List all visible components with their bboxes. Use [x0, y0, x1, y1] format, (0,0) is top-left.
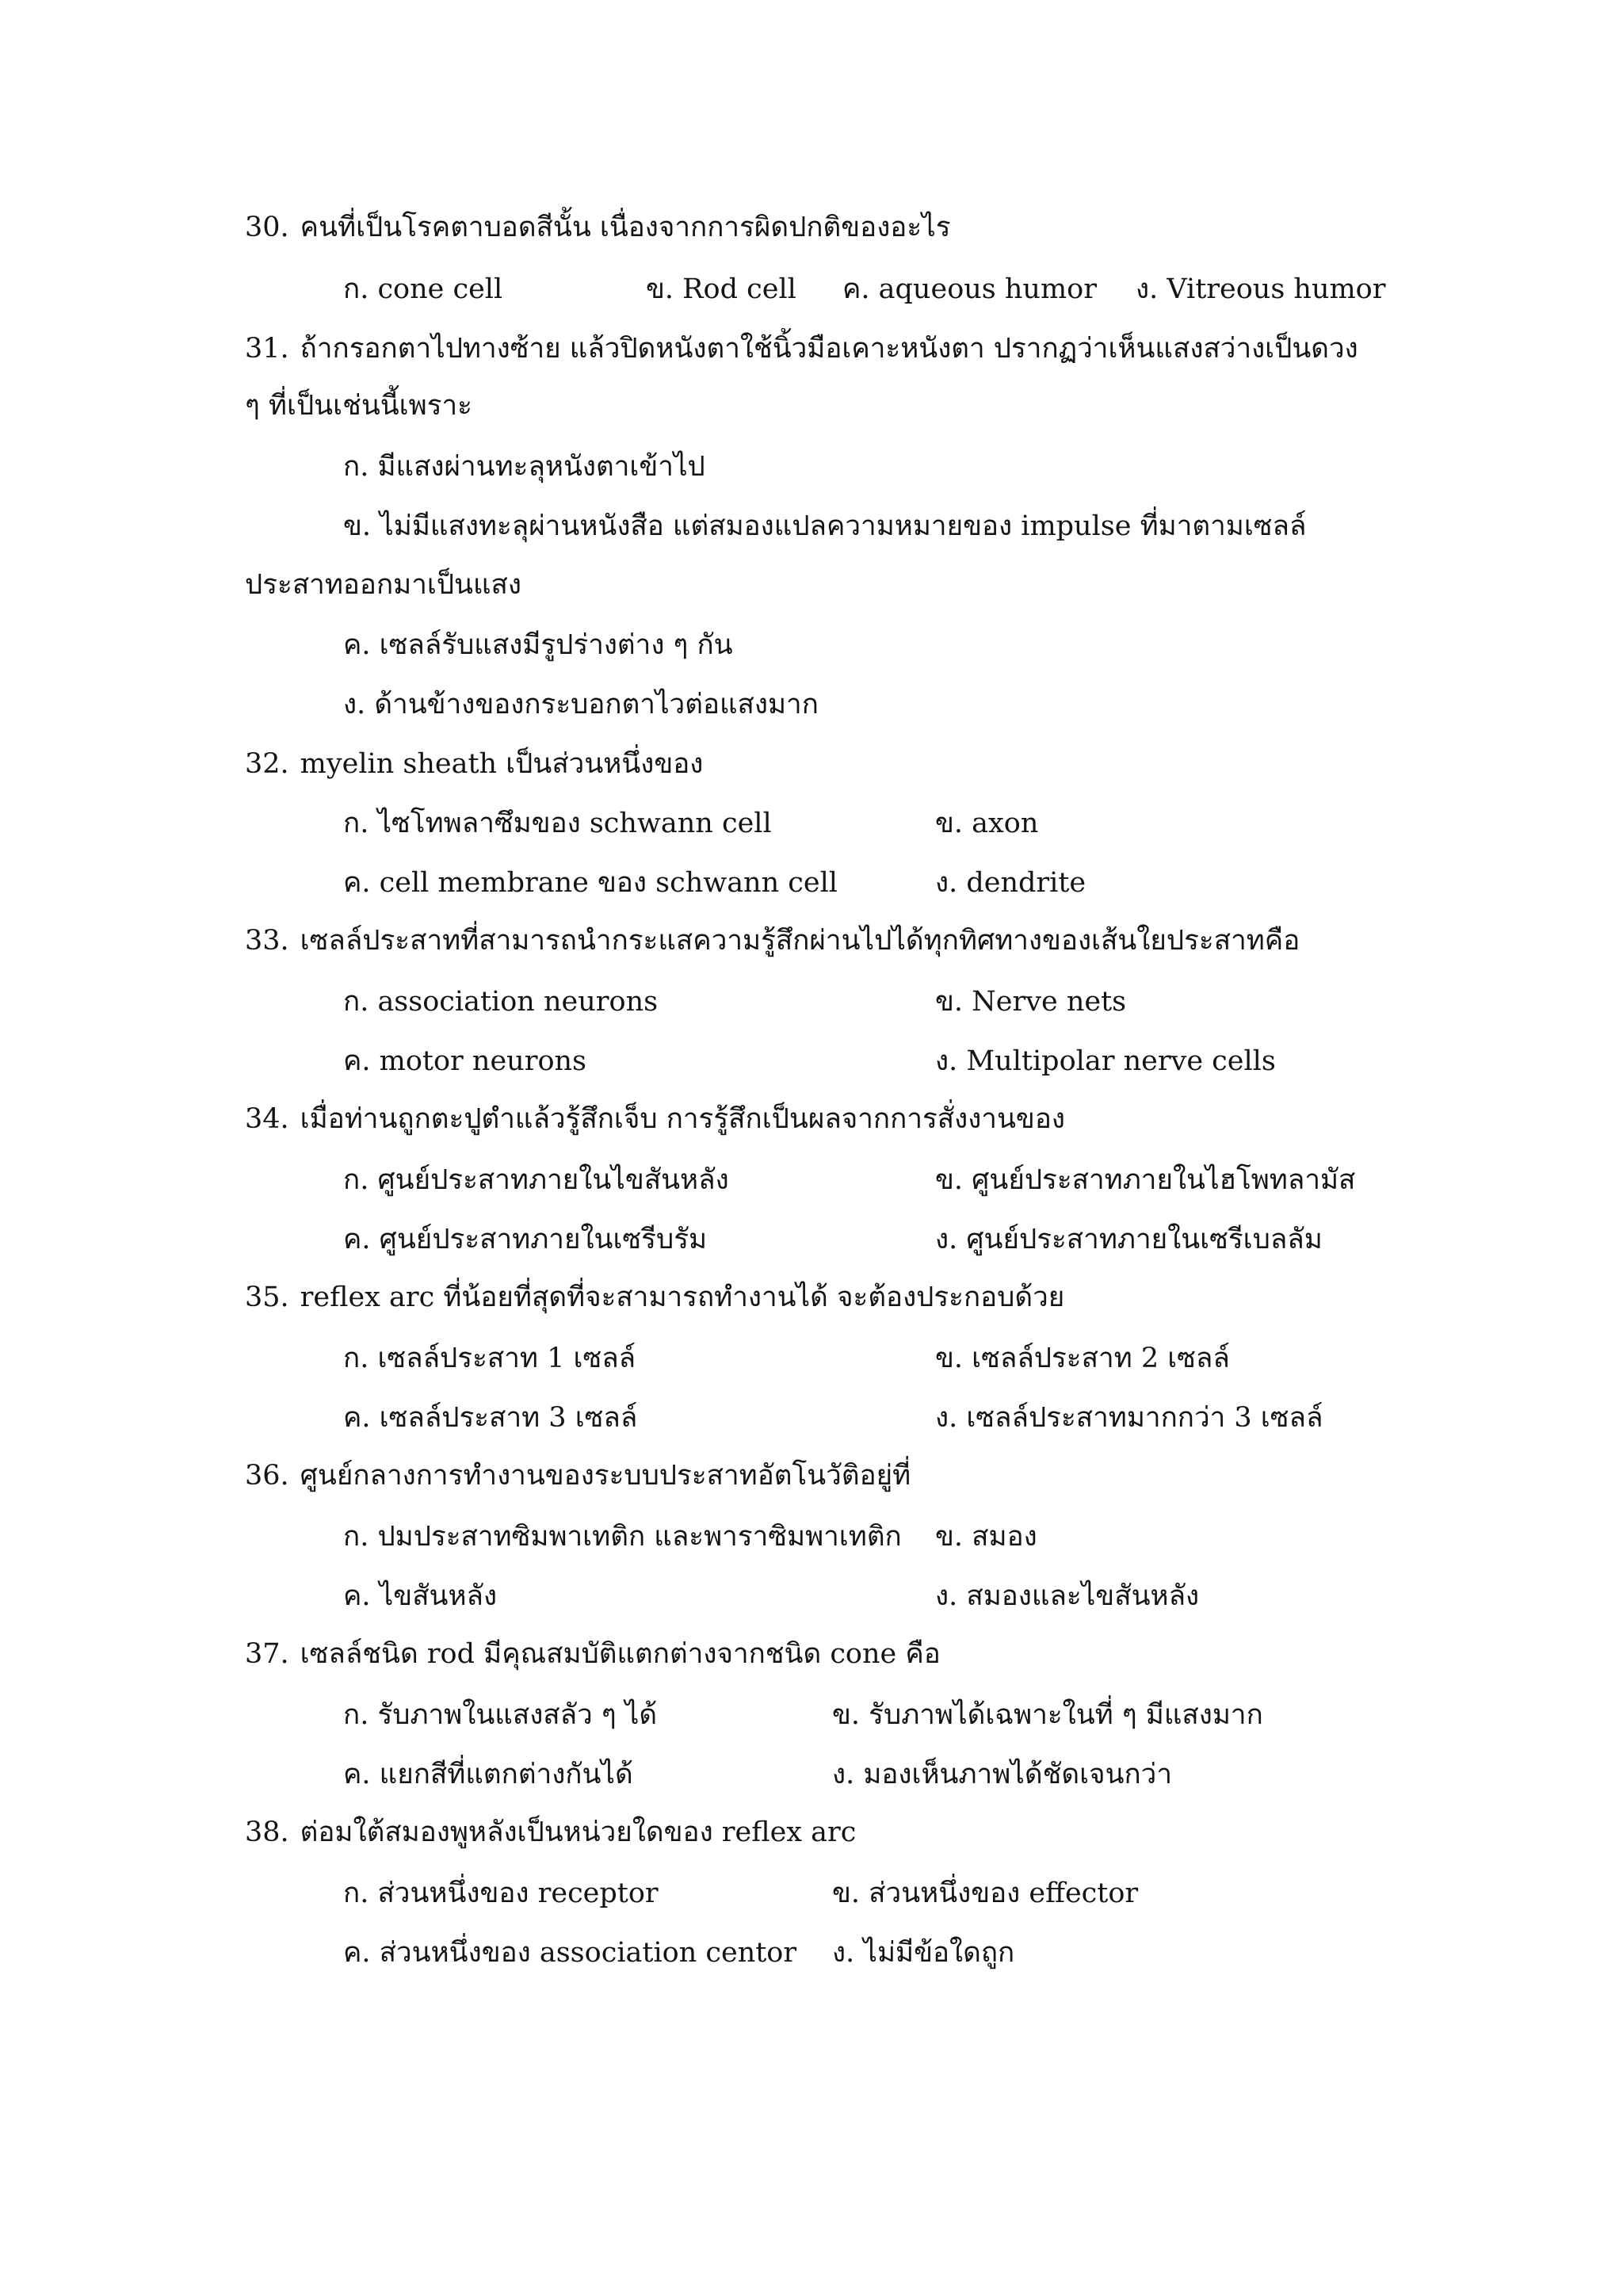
question-32	[245, 747, 703, 781]
option-a: ก. cone cell	[343, 273, 503, 305]
option-b: ข. ส่วนหนึ่งของ effector	[832, 1878, 1139, 1909]
option-a: ก. ปมประสาทซิมพาเทติก และพาราซิมพาเทติก	[343, 1521, 902, 1553]
option-row	[646, 272, 796, 307]
option-c: ค. เซลล์รับแสงมีรูปร่างต่าง ๆ กัน	[343, 629, 733, 661]
question-number: 33.	[245, 925, 289, 957]
option-c: ค. แยกสีที่แตกต่างกันได้	[343, 1759, 633, 1790]
question-text: myelin sheath เป็นส่วนหนึ่งของ	[300, 748, 704, 780]
option-d: ง. ไม่มีข้อใดถูก	[832, 1937, 1015, 1969]
question-30	[245, 210, 951, 245]
option-a: ก. ศูนย์ประสาทภายในไขสันหลัง	[343, 1164, 729, 1196]
question-text: คนที่เป็นโรคตาบอดสีนั้น เนื่องจากการผิดปกติของอะไร	[300, 212, 951, 243]
question-text: เมื่อท่านถูกตะปูตำแล้วรู้สึกเจ็บ การรู้สึกเป็นผลจากการสั่งงานของ	[300, 1103, 1065, 1135]
question-number: 32.	[245, 748, 289, 780]
question-number: 36.	[245, 1460, 289, 1492]
option-a: ก. association neurons	[343, 986, 659, 1018]
option-a: ก. ส่วนหนึ่งของ receptor	[343, 1878, 659, 1909]
question-text: ถ้ากรอกตาไปทางซ้าย แล้วปิดหนังตาใช้นิ้วมือเคาะหนังตา ปรากฏว่าเห็นแสงสว่างเป็นดวง	[300, 333, 1358, 365]
option-c: ค. ส่วนหนึ่งของ association centor	[343, 1937, 797, 1969]
question-number: 31.	[245, 333, 289, 365]
question-36	[245, 1458, 911, 1493]
option-c: ค. motor neurons	[343, 1045, 587, 1077]
option-b: ข. สมอง	[935, 1521, 1037, 1553]
option-c: ค. ศูนย์ประสาทภายในเซรีบรัม	[343, 1224, 708, 1255]
question-text: เซลล์ชนิด rod มีคุณสมบัติแตกต่างจากชนิด cone คือ	[300, 1638, 941, 1670]
question-33	[245, 923, 1300, 958]
question-number: 30.	[245, 212, 289, 243]
option-b: ข. Rod cell	[646, 273, 796, 305]
option-a: ก. รับภาพในแสงสลัว ๆ ได้	[343, 1699, 658, 1731]
question-31	[245, 331, 1358, 366]
option-row	[842, 272, 1097, 307]
option-c: ค. เซลล์ประสาท 3 เซลล์	[343, 1402, 638, 1434]
option-a: ก. ไซโทพลาซึมของ schwann cell	[343, 808, 772, 839]
option-b: ข. ศูนย์ประสาทภายในไฮโพทลามัส	[935, 1164, 1356, 1196]
question-text: ต่อมใต้สมองพูหลังเป็นหน่วยใดของ reflex arc	[300, 1817, 857, 1848]
option-b-continuation: ประสาทออกมาเป็นแสง	[245, 569, 521, 601]
option-d: ง. เซลล์ประสาทมากกว่า 3 เซลล์	[935, 1402, 1323, 1434]
option-c: ค. ไขสันหลัง	[343, 1580, 498, 1612]
question-number: 35.	[245, 1282, 289, 1313]
question-34	[245, 1102, 1065, 1137]
question-text: เซลล์ประสาทที่สามารถนำกระแสความรู้สึกผ่านไปได้ทุกทิศทางของเส้นใยประสาทคือ	[300, 925, 1300, 957]
option-c: ค. cell membrane ของ schwann cell	[343, 867, 838, 899]
option-b: ข. ไม่มีแสงทะลุผ่านหนังสือ แต่สมองแปลความหมายของ impulse ที่มาตามเซลล์	[343, 510, 1307, 542]
question-35	[245, 1280, 1064, 1315]
option-b: ข. Nerve nets	[935, 986, 1127, 1018]
option-b: ข. เซลล์ประสาท 2 เซลล์	[935, 1343, 1230, 1374]
option-b: ข. รับภาพได้เฉพาะในที่ ๆ มีแสงมาก	[832, 1699, 1263, 1731]
option-c: ค. aqueous humor	[842, 273, 1097, 305]
question-38	[245, 1815, 856, 1850]
option-d: ง. Multipolar nerve cells	[935, 1045, 1276, 1077]
option-d: ง. มองเห็นภาพได้ชัดเจนกว่า	[832, 1759, 1172, 1790]
question-number: 38.	[245, 1817, 289, 1848]
option-a: ก. เซลล์ประสาท 1 เซลล์	[343, 1343, 636, 1374]
option-b: ข. axon	[935, 808, 1039, 839]
option-d: ง. ศูนย์ประสาทภายในเซรีเบลลัม	[935, 1224, 1323, 1255]
option-d: ง. Vitreous humor	[1136, 273, 1386, 305]
question-text-continuation: ๆ ที่เป็นเช่นนี้เพราะ	[245, 390, 472, 422]
option-d: ง. สมองและไขสันหลัง	[935, 1580, 1200, 1612]
question-text: ศูนย์กลางการทำงานของระบบประสาทอัตโนวัติอยู่ที่	[300, 1460, 911, 1492]
question-37	[245, 1637, 941, 1671]
option-a: ก. มีแสงผ่านทะลุหนังตาเข้าไป	[343, 451, 705, 483]
question-number: 34.	[245, 1103, 289, 1135]
question-number: 37.	[245, 1638, 289, 1670]
option-row	[343, 272, 502, 307]
option-d: ง. ด้านข้างของกระบอกตาไวต่อแสงมาก	[343, 689, 819, 720]
question-text: reflex arc ที่น้อยที่สุดที่จะสามารถทำงานได้ จะต้องประกอบด้วย	[300, 1282, 1065, 1313]
option-d: ง. dendrite	[935, 867, 1086, 899]
option-row	[1136, 272, 1385, 307]
